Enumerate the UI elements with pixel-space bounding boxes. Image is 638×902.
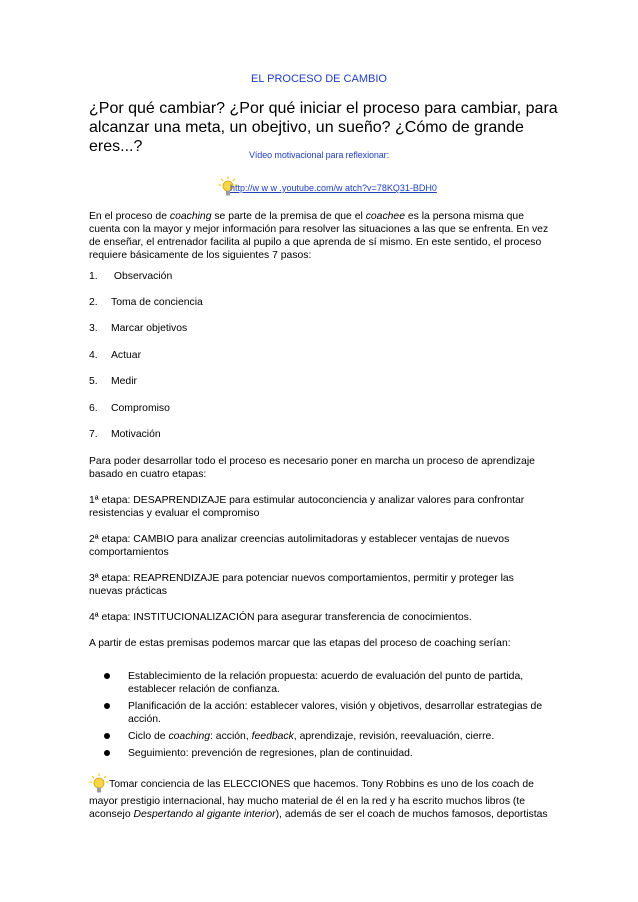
list-item: 4. Actuar bbox=[89, 350, 142, 361]
list-item: 7. Motivación bbox=[89, 429, 161, 440]
bullet-dot-icon bbox=[104, 750, 110, 756]
video-link[interactable]: http://w w w .youtube.com/w atch?v=78KQ31-BDH0 bbox=[230, 183, 437, 193]
list-item: 2. Toma de conciencia bbox=[89, 297, 203, 308]
stage-paragraph: 4ª etapa: INSTITUCIONALIZACIÓN para asegurar transferencia de conocimientos. bbox=[89, 612, 472, 623]
page-title: EL PROCESO DE CAMBIO bbox=[251, 73, 387, 85]
list-item: Planificación de la acción: establecer valores, visión y objetivos, desarrollar estrategias de acción. bbox=[104, 700, 554, 726]
lightbulb-icon bbox=[89, 773, 109, 795]
list-item: Ciclo de coaching: acción, feedback, aprendizaje, revisión, reevaluación, cierre. bbox=[104, 730, 554, 743]
list-item: 6. Compromiso bbox=[89, 403, 170, 414]
stage-paragraph: 1ª etapa: DESAPRENDIZAJE para estimular autoconciencia y analizar valores para confrontar resistencias y evaluar el compromiso bbox=[89, 495, 525, 519]
list-item: Seguimiento: prevención de regresiones, plan de continuidad. bbox=[104, 747, 554, 760]
bullet-dot-icon bbox=[104, 733, 110, 739]
list-item: 1. Observación bbox=[89, 271, 173, 282]
list-item: 3. Marcar objetivos bbox=[89, 323, 188, 334]
list-item: 5. Medir bbox=[89, 376, 137, 387]
phases-intro: A partir de estas premisas podemos marcar que las etapas del proceso de coaching serían: bbox=[89, 638, 511, 649]
bullet-dot-icon bbox=[104, 703, 110, 709]
question-heading: ¿Por qué cambiar? ¿Por qué iniciar el proceso para cambiar, para alcanzar una meta, un obejtivo, un sueño? ¿Cómo de grande eres...? bbox=[89, 100, 558, 155]
bullet-dot-icon bbox=[104, 673, 110, 679]
phases-list bbox=[104, 670, 554, 764]
list-item: Establecimiento de la relación propuesta: acuerdo de evaluación del punto de partida, establecer relación de confianza. bbox=[104, 670, 554, 696]
learning-intro: Para poder desarrollar todo el proceso es necesario poner en marcha un proceso de aprendizaje basado en cuatro etapas: bbox=[89, 456, 535, 480]
video-caption: Vídeo motivacional para reflexionar: bbox=[249, 150, 389, 160]
elecciones-paragraph: Tomar conciencia de las ELECCIONES que hacemos. Tony Robbins es uno de los coach de mayor prestigio internacional, hay mucho material de él en la red y ha escrito muchos libros (te aconsejo Despertando al gigante interior), además de ser el coach de muchos famosos, deportistas bbox=[89, 773, 549, 821]
stage-paragraph: 2ª etapa: CAMBIO para analizar creencias autolimitadoras y establecer ventajas de nuevos comportamientos bbox=[89, 534, 510, 558]
intro-paragraph: En el proceso de coaching se parte de la premisa de que el coachee es la persona misma que cuenta con la mayor y mejor información para resolver las situaciones a las que se enfrenta. En vez de enseñar, el entrenador facilita al pupilo a que aprenda de sí mismo. En este sentido, el proceso requiere básicamente de los siguientes 7 pasos: bbox=[89, 211, 549, 261]
stage-paragraph: 3ª etapa: REAPRENDIZAJE para potenciar nuevos comportamientos, permitir y proteger las nuevas prácticas bbox=[89, 573, 514, 597]
